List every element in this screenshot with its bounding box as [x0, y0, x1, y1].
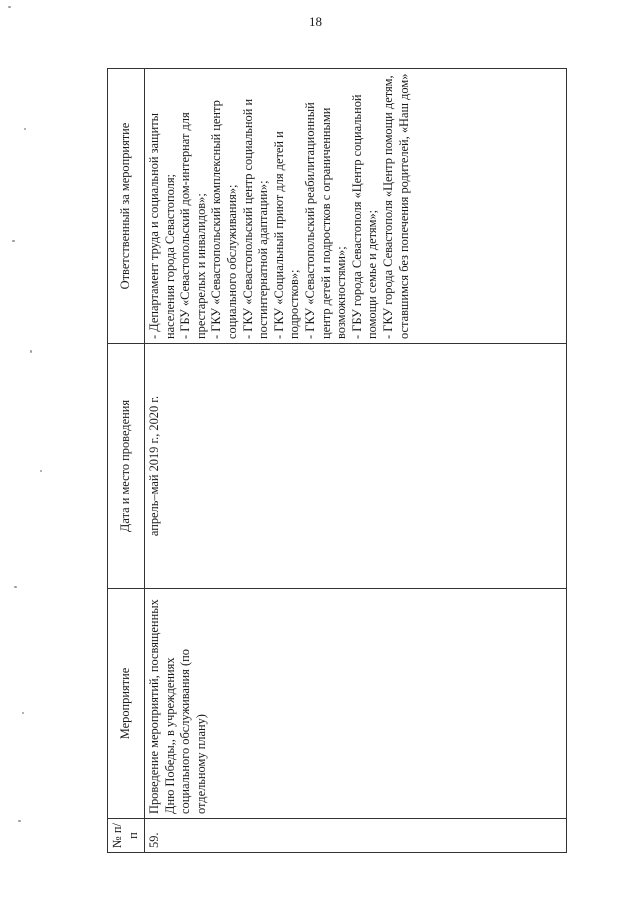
events-table	[107, 68, 567, 853]
header-event: Мероприятие	[108, 589, 145, 819]
row-event: Проведение мероприятий, посвященных Дню Победы,, в учреждениях социального обслуживания (по отдельному плану)	[145, 589, 567, 819]
table-header-row	[108, 69, 145, 853]
row-date-place: апрель–май 2019 г., 2020 г.	[145, 344, 567, 589]
responsible-item: - ГКУ «Севастопольский центр социальной и постинтернатной адаптации»;	[240, 98, 271, 339]
responsible-item: - ГКУ «Севастопольский комплексный центр социального обслуживания»;	[209, 100, 239, 339]
responsible-item: - ГКУ «Социальный приют для детей и подростков»;	[271, 131, 302, 339]
page-number: 18	[309, 14, 322, 29]
row-responsible	[145, 69, 567, 344]
responsible-item: - ГКУ города Севастополя «Центр помощи детям, оставшимся без попечения родителей, «Наш дом»	[380, 73, 411, 339]
responsible-item: - ГКУ «Севастопольский реабилитационный центр детей и подростков с ограниченными возможностями»;	[302, 102, 349, 339]
header-number: № п/п	[108, 819, 145, 853]
rotated-table-area	[107, 69, 567, 853]
header-responsible: Ответственный за мероприятие	[108, 69, 145, 344]
responsible-item: - ГБУ «Севастопольский дом-интернат для престарелых и инвалидов»;	[178, 112, 208, 339]
responsible-item: - Департамент труда и социальной защиты населения города Севастополя;	[147, 113, 177, 339]
table-row	[145, 69, 567, 853]
header-date-place: Дата и место проведения	[108, 344, 145, 589]
row-number: 59.	[145, 819, 567, 853]
responsible-item: - ГБУ города Севастополя «Центр социальной помощи семье и детям»;	[349, 94, 380, 339]
